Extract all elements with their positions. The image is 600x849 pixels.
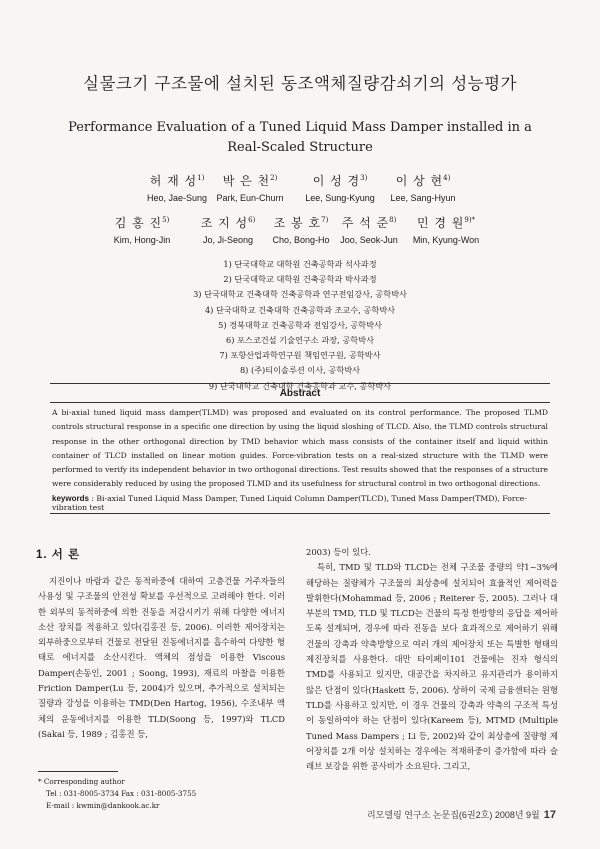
paper-title-english: Performance Evaluation of a Tuned Liquid Mass Damper installed in a Real-Scaled Structure xyxy=(68,120,532,155)
author-name-kr: 김 홍 진 xyxy=(114,216,163,230)
author xyxy=(97,214,187,245)
author-name-kr: 허 재 성 xyxy=(149,174,198,188)
author-name-en: Kim, Hong-Jin xyxy=(113,235,171,245)
affiliation: 4) 단국대학교 건축대학 건축공학과 조교수, 공학박사 xyxy=(204,304,396,315)
abstract-top-rule xyxy=(50,383,550,384)
footnote-tel-fax: Tel : 031-8005-3734 Fax : 031-8005-3755 xyxy=(46,789,197,798)
abstract-bottom-rule xyxy=(50,513,550,514)
page-footer xyxy=(367,808,556,821)
author-affil-mark: 1) xyxy=(197,174,205,182)
paper-title-korean: 실물크기 구조물에 설치된 동조액체질량감쇠기의 성능평가 xyxy=(83,74,517,93)
author-affil-mark: 8) xyxy=(389,216,397,224)
author-name-kr: 조 봉 호 xyxy=(273,216,322,230)
footnote-corresponding: * Corresponding author xyxy=(38,777,125,786)
author-affil-mark: 7) xyxy=(321,216,329,224)
author-affil-mark: 3) xyxy=(360,174,368,182)
author xyxy=(373,172,473,203)
body-left-column: 지진이나 바람과 같은 동적하중에 대하여 고층건물 거주자들의 사용성 및 구조물의 안전성 확보를 우선적으로 고려해야 한다. 이러한 외부의 동적하중에 의한 진동을 저감시키기 위해 다양한 에너지 소산 장치를 적용하고 있다(김홍진 등, 2006). 이러한 제어장치는 외부하중으로부터 건물로 전달된 진동에너지를 흡수하여 다양한 형태로 에너지를 소산시킨다. 액체의 점성을 이용한 Viscous Damper(손동인, 2001 ; Soong, 1993), 재료의 마찰을 이용한 Friction Damper(Lu 등, 2004)가 있으며, 추가적으로 설치되는 질량과 강성을 이용하는 TMD(Den Hartog, 1956), 수조내부 액체의 운동에너지를 이용한 TLD(Soong 등, 1997)와 TLCD (Sakai 등, 1989 ; 김홍진 등, xyxy=(38,576,285,739)
abstract-heading-rule xyxy=(50,402,550,403)
keywords-label: keywords xyxy=(52,494,89,503)
section-heading: 1. 서 론 xyxy=(36,549,81,561)
author-name-en: Min, Kyung-Won xyxy=(412,235,480,245)
author-affil-mark: 2) xyxy=(270,174,278,182)
affiliation: 2) 단국대학교 대학원 건축공학과 박사과정 xyxy=(223,274,377,285)
author-name-en: Joo, Seok-Jun xyxy=(340,235,398,245)
author-name-en: Lee, Sang-Hyun xyxy=(390,193,456,203)
keywords-line xyxy=(52,494,552,512)
footer-journal: 리모델링 연구소 논문집(6권2호) 2008년 9월 xyxy=(366,810,540,820)
affiliation-list xyxy=(0,257,600,394)
body-right-column xyxy=(306,545,558,774)
author-name-en: Heo, Jae-Sung xyxy=(146,193,208,203)
affiliation: 8) (주)티이솔루션 이사, 공학박사 xyxy=(239,365,361,376)
page-number: 17 xyxy=(543,809,556,821)
author-name-kr: 민 경 원 xyxy=(416,216,465,230)
affiliation: 6) 포스코건설 기술연구소 과장, 공학박사 xyxy=(226,335,374,346)
author-affil-mark: 6) xyxy=(248,216,256,224)
affiliation: 1) 단국대학교 대학원 건축공학과 석사과정 xyxy=(223,259,377,269)
author xyxy=(396,214,496,245)
author-affil-mark: 5) xyxy=(162,216,170,224)
author xyxy=(200,172,300,203)
footnote-email: E-mail : kwmin@dankook.ac.kr xyxy=(46,801,160,810)
author-affil-mark: 9)* xyxy=(464,216,476,224)
abstract-heading: Abstract xyxy=(279,388,321,399)
author-affil-mark: 4) xyxy=(443,174,451,182)
affiliation: 7) 포항산업과학연구원 책임연구원, 공학박사 xyxy=(219,350,381,361)
author-name-kr: 조 지 성 xyxy=(200,216,249,230)
author-name-kr: 주 석 준 xyxy=(341,216,390,230)
author-name-kr: 이 성 경 xyxy=(312,174,361,188)
affiliation: 5) 경북대학교 건축공학과 전임강사, 공학박사 xyxy=(218,319,382,330)
author-name-en: Jo, Ji-Seong xyxy=(202,235,254,245)
author-name-en: Lee, Sung-Kyung xyxy=(305,193,375,203)
footnote-rule xyxy=(38,771,118,772)
body-paragraph-continued: 2003) 등이 있다. xyxy=(306,547,371,557)
footnote xyxy=(38,776,196,812)
author-name-en: Park, Eun-Churn xyxy=(216,193,284,203)
body-paragraph: 특히, TMD 및 TLD와 TLCD는 전체 구조물 중량의 약1~3%에 해당하는 질량체가 구조물의 최상층에 설치되어 효율적인 제어력을 발휘한다(Mohammad 등, 2006 ; Reiterer 등, 2005). 그러나 대부분의 TMD, TLD 및 TLCD는 건물의 특정 한방향의 응답을 제어하도록 설계되며, 경우에 따라 진동을 보다 효과적으로 제어하기 위해 건물의 강축과 약축방향으로 여러 개의 제어장치 또는 특별한 형태의 제진장치를 사용한다. 대만 타이페이101 건물에는 진자 형식의 TMD를 사용되고 있지만, 대공간을 차지하고 유지관리가 용이하지 않은 단점이 있다(Haskett 등, 2006). 상하이 국제 금융센터는 원형 TLD를 사용하고 있지만, 이 경우 건물의 강축과 약축의 구조적 특성이 동일하여야 하는 단점이 있다(Kareem 등), MTMD (Multiple Tuned Mass Dampers ; Li 등, 2002)와 같이 최상층에 질량형 제어장치를 2개 이상 설치하는 경우에는 적재하중이 증가함에 따라 슬래브 보강을 위한 공사비가 소요된다. 그리고, xyxy=(306,562,558,772)
author-name-kr: 박 은 천 xyxy=(222,174,271,188)
affiliation: 9) 단국대학교 건축대학 건축공학과 교수, 공학박사 xyxy=(208,380,392,391)
abstract-text: A bi-axial tuned liquid mass damper(TLMD) was proposed and evaluated on its control performance. The proposed TLMD controls structural response in a specific one direction by using the liquid sloshing of TLCD. Also, the TLMD controls structural response in the other orthogonal direction by TMD behavior which mass consists of the container itself and liquid within container of TLCD installed on linear motion guides. Force-vibration tests on a real-sized structure with the TLMD were performed to verify its independent behavior in two orthogonal directions. Test results showed that the responses of a structure were considerably reduced by using the proposed TLMD and its usefulness for structural control in two orthogonal directions. xyxy=(52,408,548,489)
affiliation: 3) 단국대학교 건축대학 건축공학과 연구전임강사, 공학박사 xyxy=(193,289,407,300)
keywords-text: : Bi-axial Tuned Liquid Mass Damper, Tuned Liquid Column Damper(TLCD), Tuned Mass Damper(TMD), Force-vibration test xyxy=(52,494,527,512)
author-name-kr: 이 상 현 xyxy=(395,174,444,188)
author-name-en: Cho, Bong-Ho xyxy=(272,235,330,245)
